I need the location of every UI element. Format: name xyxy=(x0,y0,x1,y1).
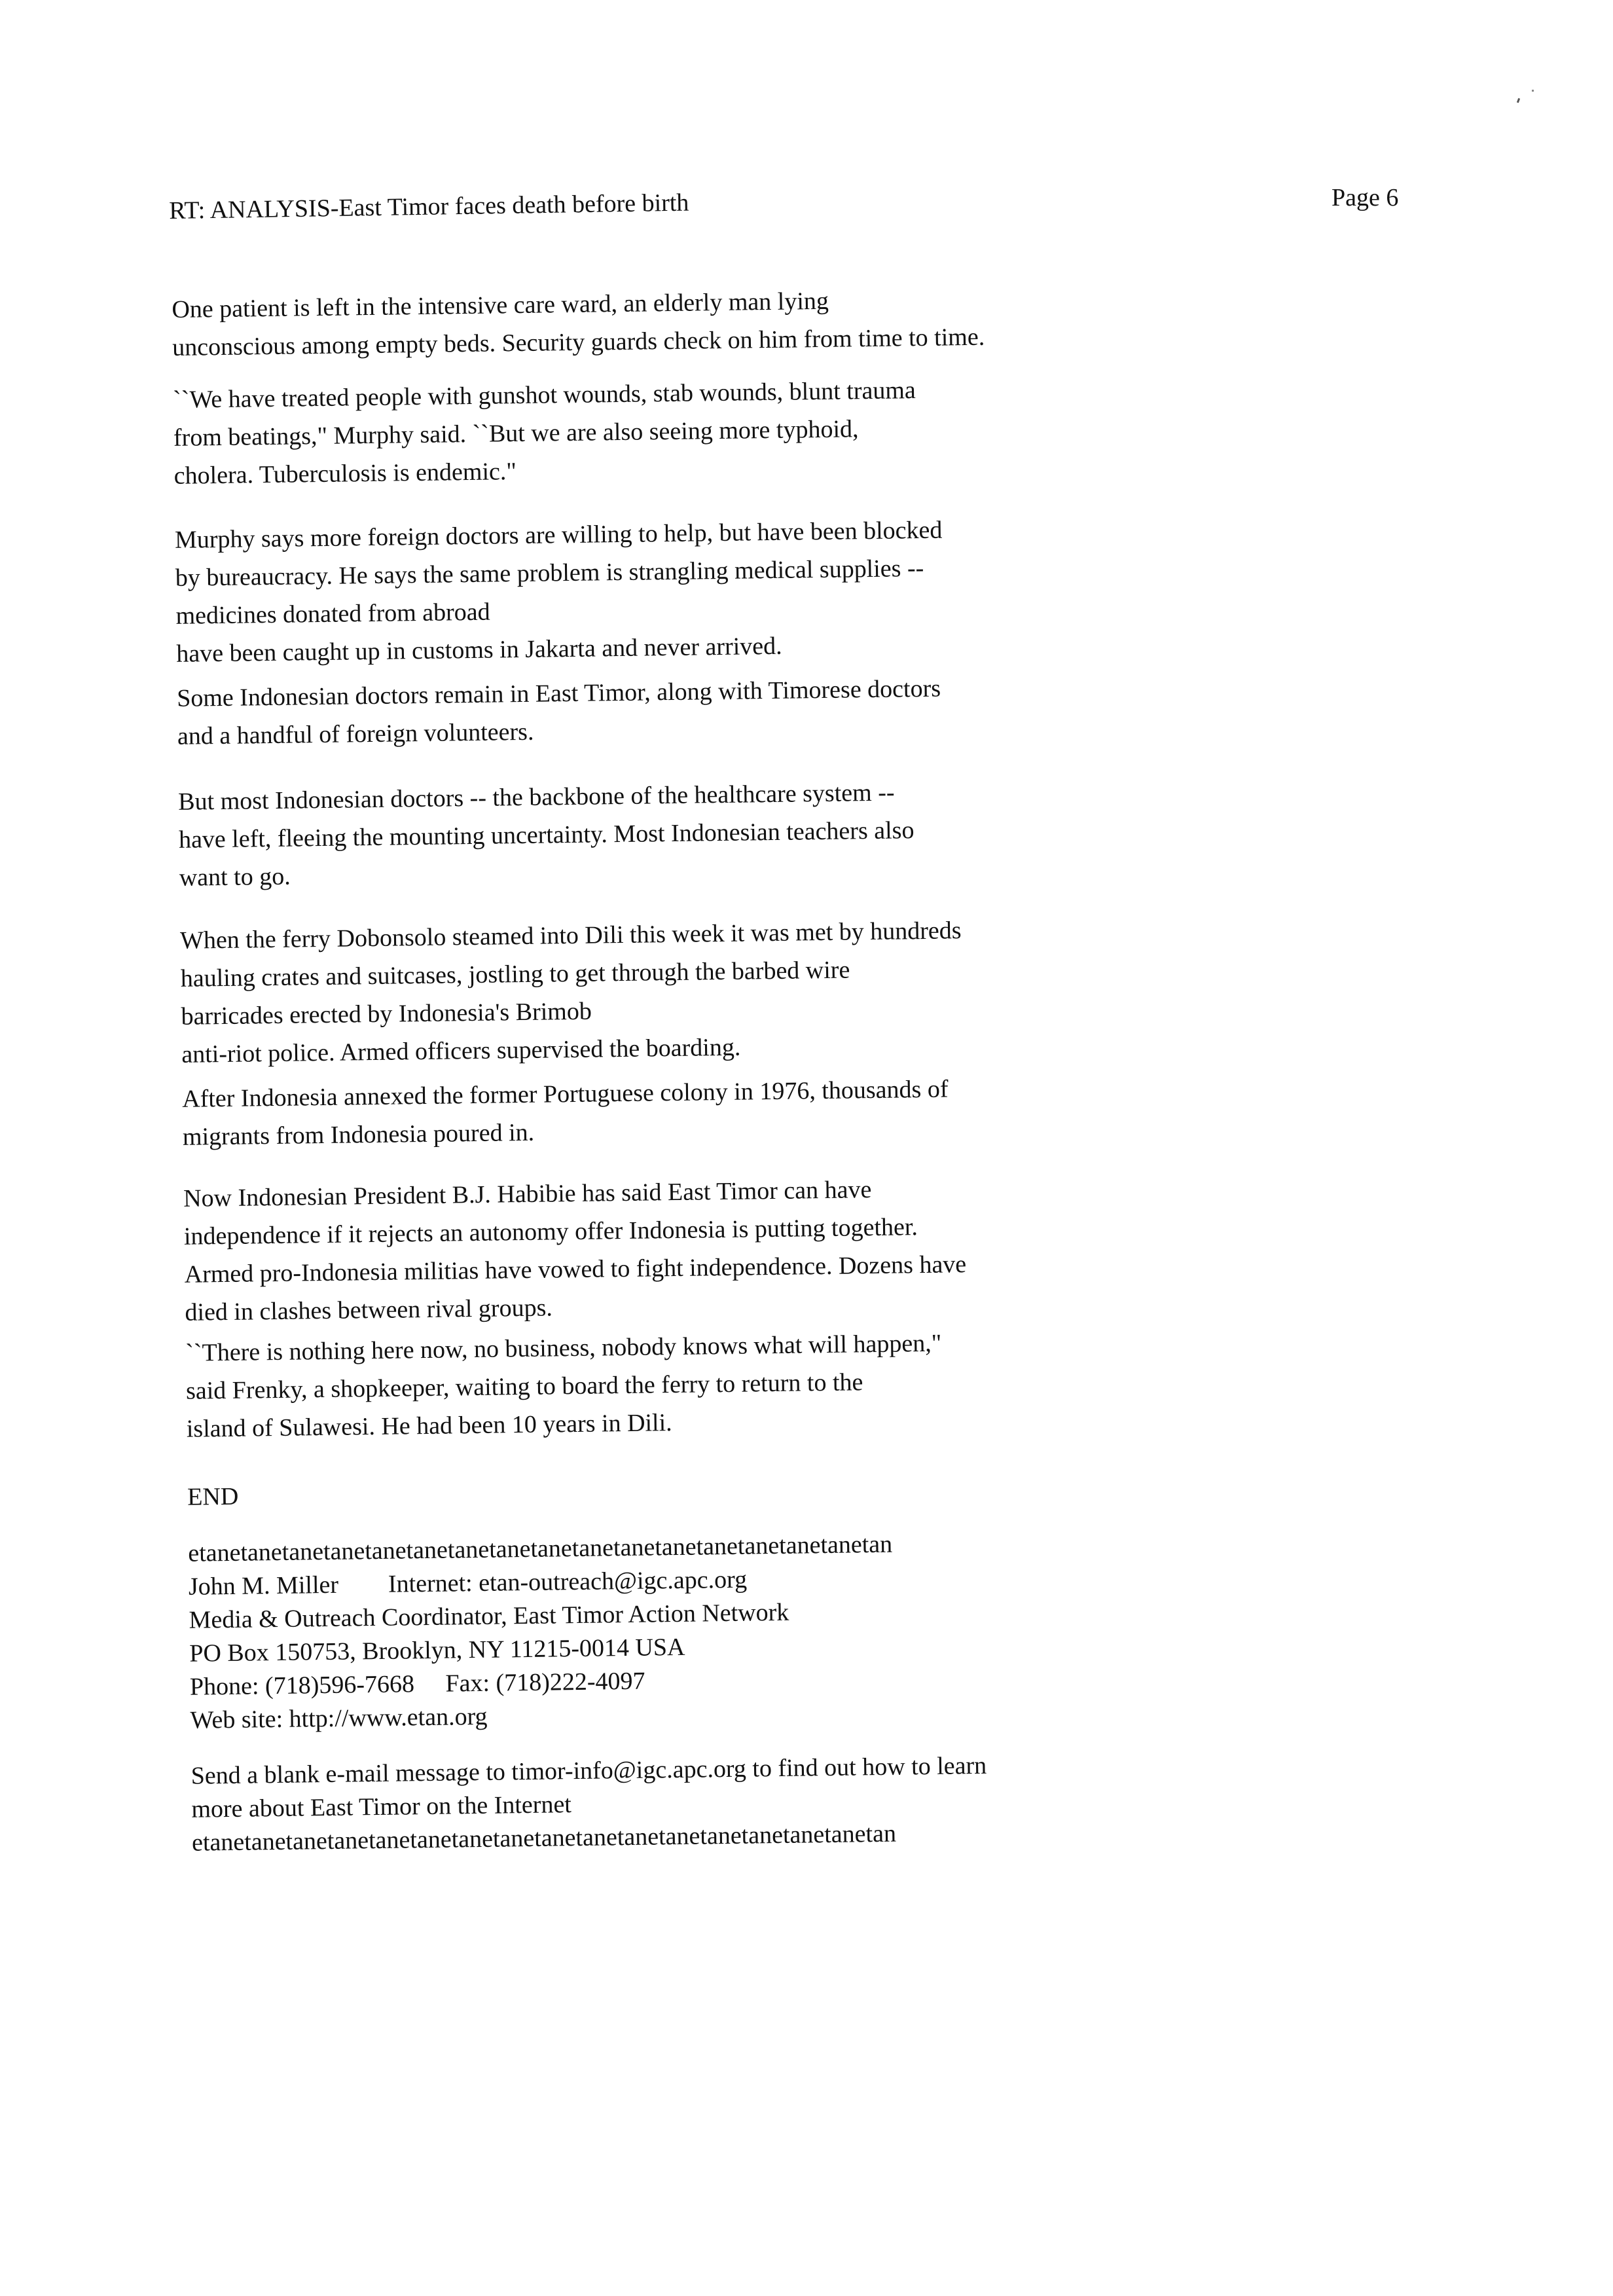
text-line: John M. Miller Internet: etan-outreach@igc.apc.org xyxy=(188,1565,748,1601)
text-line: and a handful of foreign volunteers. xyxy=(177,718,534,750)
text-line: island of Sulawesi. He had been 10 years in Dili. xyxy=(186,1409,672,1443)
text-line: have been caught up in customs in Jakarta and never arrived. xyxy=(176,632,782,668)
text-line: When the ferry Dobonsolo steamed into Dili this week it was met by hundreds xyxy=(179,917,962,955)
text-line: said Frenky, a shopkeeper, waiting to board the ferry to return to the xyxy=(185,1368,863,1405)
page-number: Page 6 xyxy=(1332,184,1399,211)
text-line: from beatings," Murphy said. ``But we are also seeing more typhoid, xyxy=(173,415,859,452)
text-line: Phone: (718)596-7668 Fax: (718)222-4097 xyxy=(189,1667,645,1701)
text-line: by bureaucracy. He says the same problem is strangling medical supplies -- xyxy=(175,554,924,592)
text-line: died in clashes between rival groups. xyxy=(185,1294,553,1326)
text-line: One patient is left in the intensive care ward, an elderly man lying xyxy=(172,287,829,323)
text-line: Media & Outreach Coordinator, East Timor Action Network xyxy=(189,1598,789,1634)
text-line: independence if it rejects an autonomy offer Indonesia is putting together. xyxy=(183,1213,918,1250)
text-line: END xyxy=(187,1482,239,1511)
text-line: hauling crates and suitcases, jostling to get through the barbed wire xyxy=(180,956,850,993)
text-line: unconscious among empty beds. Security guards check on him from time to time. xyxy=(172,323,985,361)
text-line: etanetanetanetanetanetanetanetanetanetanetanetanetanetanetanetanetan xyxy=(191,1819,897,1857)
text-line: Now Indonesian President B.J. Habibie has said East Timor can have xyxy=(183,1176,872,1212)
text-line: Some Indonesian doctors remain in East Timor, along with Timorese doctors xyxy=(176,674,941,712)
text-line: etanetanetanetanetanetanetanetanetanetanetanetanetanetanetanetanetan xyxy=(188,1530,893,1567)
text-line: medicines donated from abroad xyxy=(175,598,490,630)
text-line: barricades erected by Indonesia's Brimob xyxy=(181,997,592,1030)
text-line: cholera. Tuberculosis is endemic." xyxy=(173,458,517,490)
text-line: ``There is nothing here now, no business, nobody knows what will happen," xyxy=(185,1329,942,1367)
text-line: want to go. xyxy=(179,862,291,892)
text-line: more about East Timor on the Internet xyxy=(191,1791,572,1823)
text-line: migrants from Indonesia poured in. xyxy=(182,1118,535,1151)
document-title: RT: ANALYSIS-East Timor faces death before birth xyxy=(169,189,689,225)
text-line: have left, fleeing the mounting uncertainty. Most Indonesian teachers also xyxy=(178,816,915,854)
text-line: anti-riot police. Armed officers supervised the boarding. xyxy=(181,1033,741,1068)
text-line: Send a blank e-mail message to timor-info@igc.apc.org to find out how to learn xyxy=(190,1751,987,1790)
text-line: Armed pro-Indonesia militias have vowed to fight independence. Dozens have xyxy=(184,1250,967,1288)
text-line: ``We have treated people with gunshot wounds, stab wounds, blunt trauma xyxy=(172,376,916,414)
text-line: But most Indonesian doctors -- the backbone of the healthcare system -- xyxy=(178,778,895,816)
text-line: PO Box 150753, Brooklyn, NY 11215-0014 USA xyxy=(189,1633,685,1667)
text-line: Web site: http://www.etan.org xyxy=(190,1702,488,1734)
text-line: After Indonesia annexed the former Portuguese colony in 1976, thousands of xyxy=(181,1075,949,1113)
text-line: Murphy says more foreign doctors are willing to help, but have been blocked xyxy=(174,516,943,554)
